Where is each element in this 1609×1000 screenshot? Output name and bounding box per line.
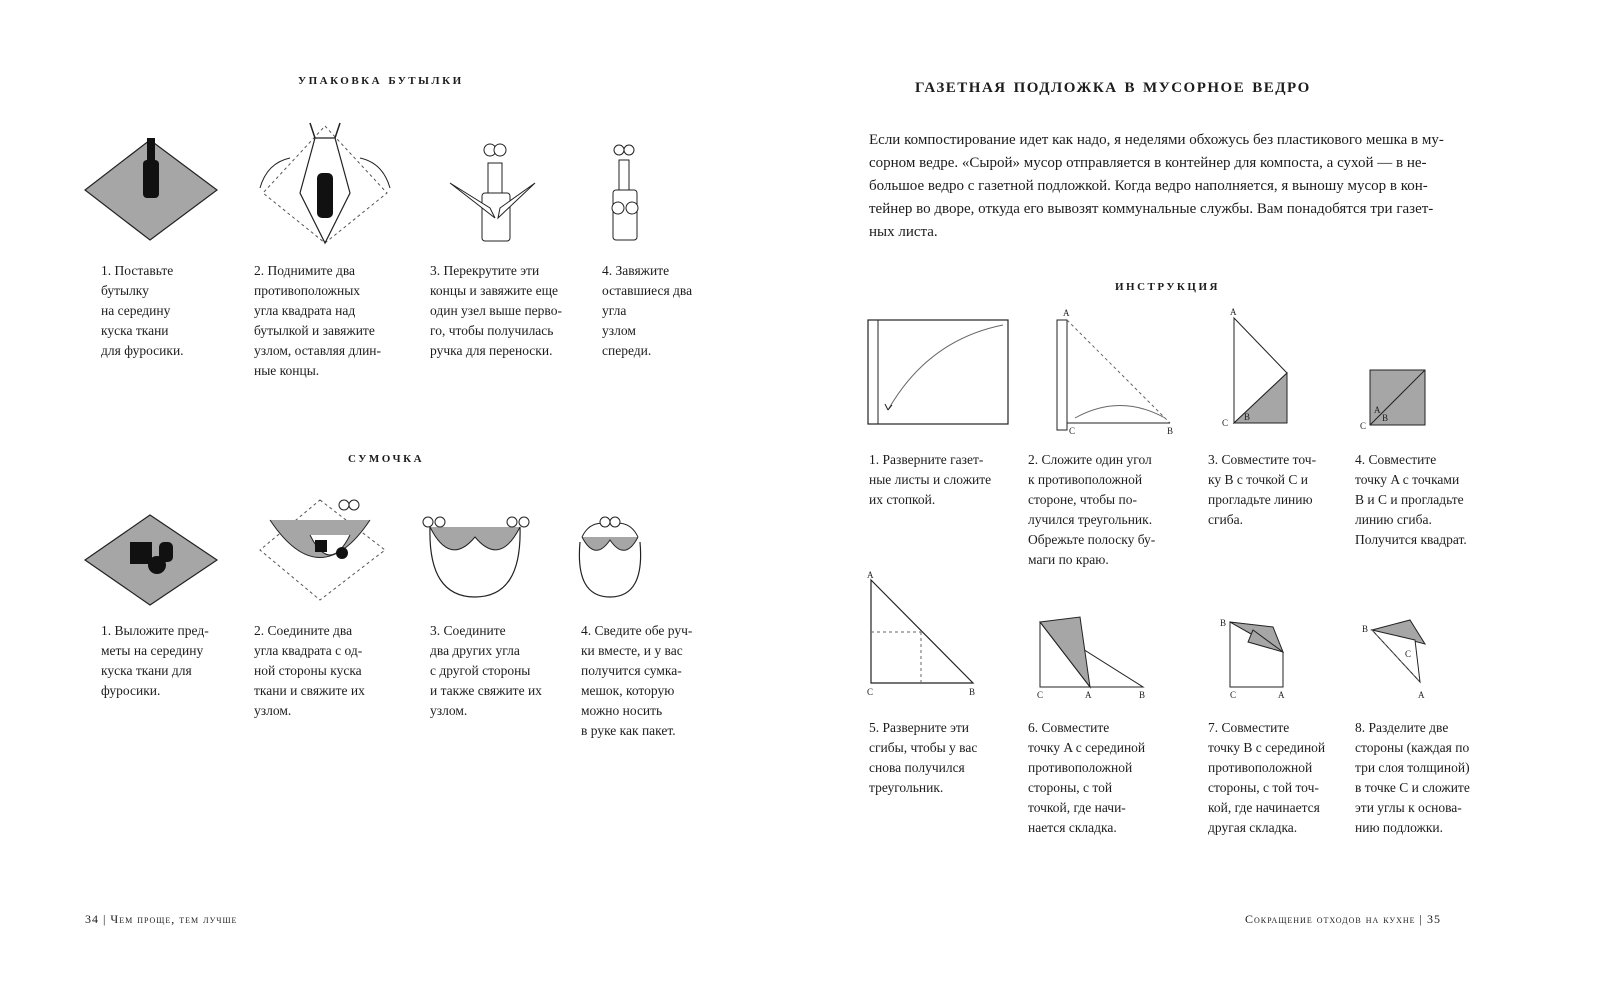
newspaper-step8-illustration <box>1360 612 1440 704</box>
section-title-bag: сумочка <box>348 450 425 466</box>
label-c: C <box>1230 690 1237 700</box>
label-b: B <box>1382 413 1389 423</box>
bag-step-2: 2. Соедините два угла квадрата с од- ной стороны куска ткани и свяжите их узлом. <box>254 623 365 718</box>
bag-step4-illustration <box>570 512 650 602</box>
label-c: C <box>1222 418 1229 428</box>
label-a: A <box>1230 307 1237 317</box>
left-page-number: 34 <box>85 912 99 926</box>
label-c: C <box>1037 690 1044 700</box>
bottle-step1-illustration <box>85 130 220 250</box>
bag-step-4: 4. Сведите обе руч- ки вместе, и у вас получится сумка- мешок, которую можно носить в руке как пакет. <box>581 623 693 738</box>
newspaper-step2-illustration <box>1055 308 1180 436</box>
bottle-step-3: 3. Перекрутите эти концы и завяжите еще один узел выше перво- го, чтобы получилась ручка для переноски. <box>430 263 562 358</box>
newspaper-step3-illustration <box>1222 308 1297 433</box>
newspaper-step-5: 5. Разверните эти сгибы, чтобы у вас снова получился треугольник. <box>869 720 978 795</box>
newspaper-step-4: 4. Совместите точку A с точками B и C и прогладьте линию сгиба. Получится квадрат. <box>1355 452 1467 547</box>
label-a: A <box>1374 405 1381 415</box>
label-b: B <box>1362 624 1369 634</box>
label-c: C <box>867 687 874 697</box>
newspaper-step-3: 3. Совместите точ- ку B с точкой C и прогладьте линию сгиба. <box>1208 452 1317 527</box>
bag-step2-illustration <box>260 495 390 605</box>
newspaper-step4-illustration <box>1360 365 1430 435</box>
newspaper-step7-illustration <box>1218 612 1298 704</box>
left-footer-separator: | <box>103 912 107 926</box>
newspaper-step5-illustration <box>865 568 980 698</box>
intro-paragraph: Если компостирование идет как надо, я неделями обхожусь без пластикового мешка в му- сорном ведре. «Сырой» мусор отправляется в контейнер для компоста, а сухой — в не- большое ведро с газетной подложкой. Когда ведро наполняется, я выношу мусор в кон- тейнер во дворе, откуда его вывозят коммунальные службы. Вам понадобятся три газет- ных листа. <box>869 132 1444 240</box>
section-title-bottle: упаковка бутылки <box>298 72 464 88</box>
left-chapter-title: Чем проще, тем лучше <box>110 912 238 926</box>
bag-step1-illustration <box>85 510 220 610</box>
newspaper-step-8: 8. Разделите две стороны (каждая по три слоя толщиной) в точке C и сложите эти углы к основа- нию подложки. <box>1355 720 1470 835</box>
bag-step-1: 1. Выложите пред- меты на середину куска ткани для фуросики. <box>101 623 209 698</box>
instructions-title: инструкция <box>1115 278 1220 294</box>
bottle-step3-illustration <box>450 138 540 248</box>
newspaper-step-6: 6. Совместите точку A с серединой противоположной стороны, с той точкой, где начи- нается складка. <box>1028 720 1146 835</box>
label-c: C <box>1069 426 1076 436</box>
newspaper-step-2: 2. Сложите один угол к противоположной стороне, чтобы по- лучился треугольник. Обрежьте полоску бу- маги по краю. <box>1028 452 1156 567</box>
label-a: A <box>1085 690 1092 700</box>
label-c: C <box>1405 649 1412 659</box>
label-a: A <box>867 570 874 580</box>
right-chapter-title: Сокращение отходов на кухне <box>1245 912 1416 926</box>
newspaper-step-1: 1. Разверните газет- ные листы и сложите их стопкой. <box>869 452 992 507</box>
newspaper-step-7: 7. Совместите точку B с серединой противоположной стороны, с той точ- кой, где начинается другая складка. <box>1208 720 1326 835</box>
right-footer-separator: | <box>1419 912 1423 926</box>
bottle-step2-illustration <box>255 118 395 248</box>
label-a: A <box>1278 690 1285 700</box>
label-a: A <box>1063 308 1070 318</box>
newspaper-step1-illustration <box>868 320 1013 430</box>
label-b: B <box>1139 690 1146 700</box>
page-title: газетная подложка в мусорное ведро <box>915 72 1311 97</box>
bag-step3-illustration <box>420 512 530 602</box>
label-b: B <box>969 687 976 697</box>
bag-step-3: 3. Соедините два других угла с другой стороны и также свяжите их узлом. <box>430 623 542 718</box>
bottle-step-2: 2. Поднимите два противоположных угла квадрата над бутылкой и завяжите узлом, оставляя длин- ные концы. <box>254 263 382 378</box>
bottle-step-1: 1. Поставьте бутылку на середину куска ткани для фуросики. <box>101 263 184 358</box>
bottle-step4-illustration <box>605 140 645 250</box>
left-footer <box>85 912 237 927</box>
right-page-number: 35 <box>1426 912 1441 926</box>
label-b: B <box>1244 412 1251 422</box>
label-c: C <box>1360 421 1367 431</box>
bottle-step-4: 4. Завяжите оставшиеся два угла узлом спереди. <box>602 263 693 358</box>
label-a: A <box>1418 690 1425 700</box>
label-b: B <box>1220 618 1227 628</box>
label-b: B <box>1167 426 1174 436</box>
right-footer <box>1245 912 1441 927</box>
newspaper-step6-illustration <box>1035 612 1150 702</box>
